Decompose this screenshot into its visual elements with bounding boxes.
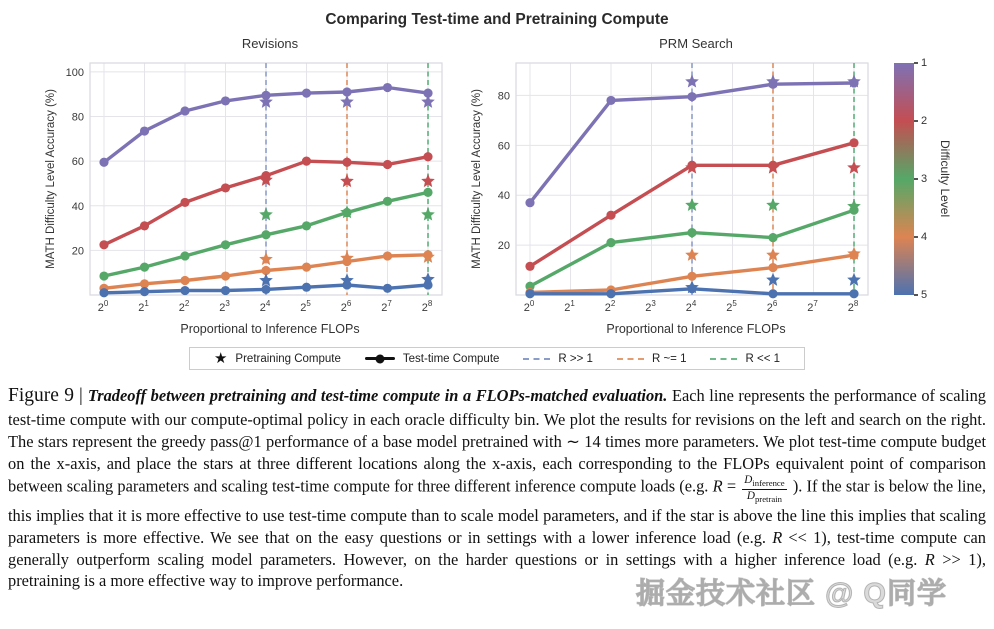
svg-text:26: $2^6$ [340,299,352,314]
svg-text:28: $2^8$ [421,299,433,314]
star-icon: ★ [213,350,228,367]
colorbar-gradient [894,63,914,295]
prm-search-xaxis-label: Proportional to Inference FLOPs [606,322,786,336]
math-var-d: D [744,474,753,487]
figure-number: Figure 9 [8,385,74,406]
svg-text:25: $2^5$ [726,299,737,314]
panel-revisions [42,36,454,336]
svg-text:20: $2^0$ [97,299,109,314]
caption-text: Each line represents the performance of scaling test-time compute with our compute-optimal policy in each oracle difficulty bin. We plot the results for revisions on the left and search on the right. The stars represent the greedy pass@1 performance of a base model pretrained with ∼ 14 times more parameters. We plot test-time compute budget on the x-axis, and place the stars at three different locations along the x-axis, each corresponding to the FLOPs equivalent point of comparison between scaling parameters and scaling test-time compute for three different inference compute loads (e.g. [8,386,986,496]
svg-text:80: 80 [497,90,510,103]
math-var-r: R [712,476,723,496]
colorbar-ticks [914,57,934,301]
watermark: 掘金技术社区 @ Q同学 [636,578,947,610]
colorbar-tick-4: 4 [914,231,927,243]
math-var-r: R [924,549,935,569]
svg-text:23: $2^3$ [645,299,656,314]
revisions-subplot-title: Revisions [241,36,299,51]
caption-gg: >> 1 [934,549,977,569]
svg-text:24: $2^4$ [685,299,697,314]
prm-search-line-chart [468,57,880,325]
svg-text:27: $2^7$ [807,299,818,314]
prm-search-subplot-title: PRM Search [659,36,733,51]
caption-lead-sentence: Tradeoff between pretraining and test-time compute in a FLOPs-matched evaluation. [87,386,668,405]
legend-item-r-approx-1 [617,353,687,365]
subscript-inference: inference [752,478,785,489]
line-marker-icon [365,357,395,360]
svg-text:22: $2^2$ [604,299,616,314]
legend-item-r-gg-1 [523,353,593,365]
svg-text:22: $2^2$ [178,299,190,314]
legend-label: Test-time Compute [402,352,500,365]
dashed-line-icon [523,358,550,360]
svg-text:21: $2^1$ [138,299,149,314]
math-var-d: D [746,490,755,503]
svg-text:23: $2^3$ [219,299,230,314]
legend-item-test-time-compute [365,353,500,365]
colorbar-tick-5: 5 [914,289,927,301]
svg-text:20: 20 [71,245,84,258]
svg-text:60: 60 [71,156,84,169]
caption-text: ), pretraining is a more effective way to improve performance. [8,549,986,591]
math-var-r: R [772,527,783,547]
dashed-line-icon [617,358,644,360]
legend-item-pretraining-compute [214,351,341,366]
svg-text:25: $2^5$ [300,299,311,314]
svg-text:MATH Difficulty Level Accuracy: MATH Difficulty Level Accuracy (%) [45,89,57,269]
svg-text:80: 80 [71,111,84,124]
caption-ll: << 1 [782,527,822,547]
svg-text:MATH Difficulty Level Accuracy: MATH Difficulty Level Accuracy (%) [471,89,483,269]
svg-text:40: 40 [497,190,510,203]
svg-text:60: 60 [497,140,510,153]
subscript-pretrain: pretrain [754,494,782,505]
svg-text:20: 20 [497,240,510,253]
dashed-line-icon [710,358,737,360]
svg-text:24: $2^4$ [259,299,271,314]
panel-prm-search [468,36,880,336]
legend-label: R >> 1 [558,352,593,365]
charts-row [0,36,994,336]
dot-icon [375,354,384,363]
fraction-denominator [746,490,782,505]
colorbar-tick-3: 3 [914,173,927,185]
legend-label: Pretraining Compute [235,352,341,365]
math-fraction [742,474,786,505]
svg-text:26: $2^6$ [766,299,778,314]
difficulty-colorbar [894,57,952,301]
caption-equals: = [722,476,741,496]
fraction-numerator [742,474,786,490]
svg-text:28: $2^8$ [847,299,859,314]
svg-text:40: 40 [71,200,84,213]
svg-text:27: $2^7$ [381,299,392,314]
chart-legend [189,347,805,370]
colorbar-tick-2: 2 [914,115,927,127]
caption-text: ). If the star is below the line, this implies that it is more effective to use test-time compute than to scale model parameters, and if the star is above the line this implies that scaling parameters is more effective. We see that on the easy questions or in settings with a lower inference load (e.g. [8,476,987,547]
svg-text:100: 100 [65,66,84,79]
caption-separator: | [79,385,83,406]
legend-item-r-ll-1 [710,353,780,365]
figure-title: Comparing Test-time and Pretraining Compute [325,11,669,28]
colorbar-tick-1: 1 [914,57,927,69]
figure-caption [8,383,986,592]
svg-text:21: $2^1$ [564,299,575,314]
svg-text:20: $2^0$ [523,299,535,314]
colorbar-label: Difficulty Level [938,140,952,218]
revisions-line-chart [42,57,454,325]
revisions-xaxis-label: Proportional to Inference FLOPs [180,322,360,336]
legend-label: R ~= 1 [651,352,687,365]
caption-text: ), test-time compute can generally outperform scaling model parameters. However, on the harder questions or in settings with a higher inference load (e.g. [8,527,986,569]
legend-label: R << 1 [745,352,781,365]
